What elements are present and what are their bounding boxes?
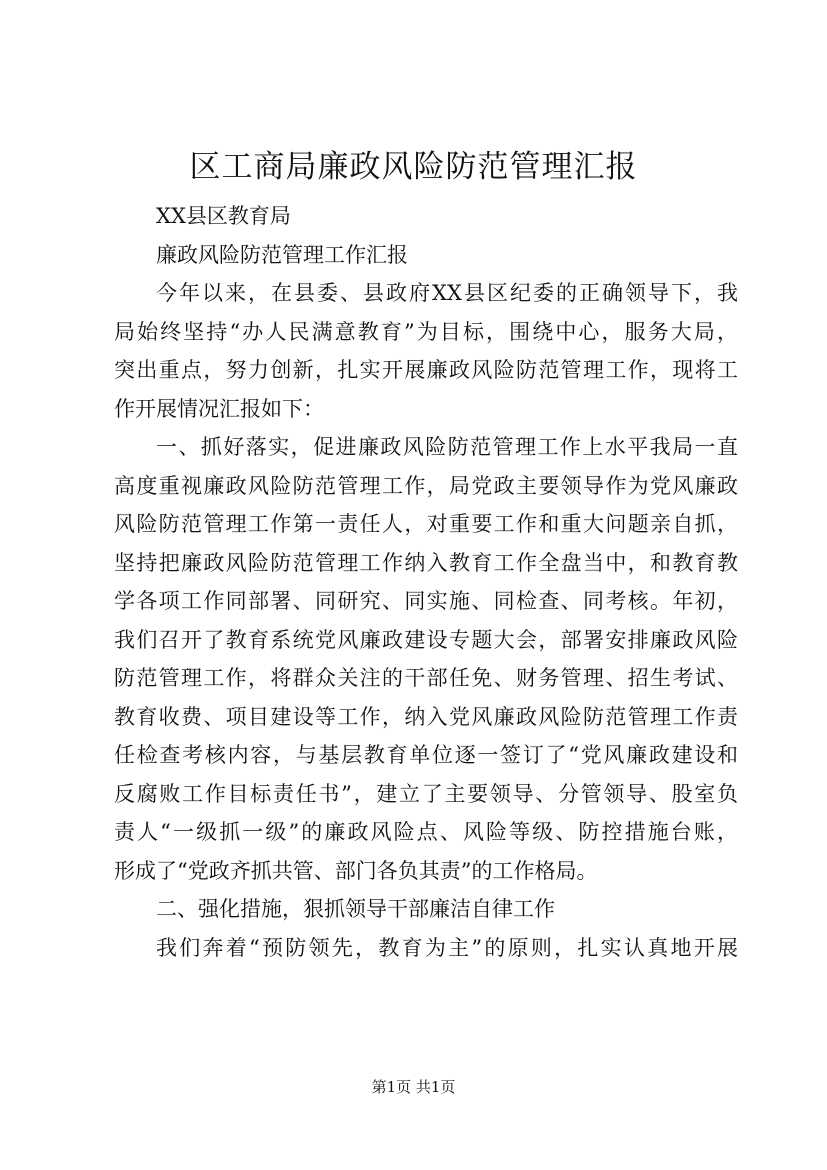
paragraph-line: 突出重点，努力创新，扎实开展廉政风险防范管理工作，现将工 (114, 358, 738, 382)
paragraph-line: 反腐败工作目标责任书”，建立了主要领导、分管领导、股室负 (114, 781, 738, 806)
paragraph-line: 我们奔着“预防领先，教育为主”的原则，扎实认真地开展 (156, 935, 738, 960)
paragraph-line: 形成了“党政齐抓共管、部门各负其责”的工作格局。 (114, 858, 598, 883)
paragraph-line: 教育收费、项目建设等工作，纳入党风廉政风险防范管理工作责 (114, 704, 738, 729)
paragraph-line: 高度重视廉政风险防范管理工作，局党政主要领导作为党风廉政 (114, 473, 738, 498)
org-line: XX县区教育局 (156, 204, 291, 228)
paragraph-line: 风险防范管理工作第一责任人，对重要工作和重大问题亲自抓， (114, 512, 738, 536)
paragraph-line: 局始终坚持“办人民满意教育”为目标，围绕中心，服务大局， (114, 319, 738, 344)
paragraph-line: 学各项工作同部署、同研究、同实施、同检查、同考核。年初， (114, 589, 738, 613)
paragraph-line: 我们召开了教育系统党风廉政建设专题大会，部署安排廉政风险 (114, 627, 738, 652)
section-heading-line: 一、抓好落实，促进廉政风险防范管理工作上水平我局一直 (156, 435, 738, 459)
page-footer: 第1页 共1页 (371, 1078, 456, 1096)
section-heading-line: 二、强化措施，狠抓领导干部廉洁自律工作 (156, 897, 555, 921)
report-subtitle-line: 廉政风险防范管理工作汇报 (156, 242, 408, 267)
paragraph-line: 防范管理工作，将群众关注的干部任免、财务管理、招生考试、 (114, 666, 738, 690)
paragraph-line: 坚持把廉政风险防范管理工作纳入教育工作全盘当中，和教育教 (114, 550, 738, 575)
document-title: 区工商局廉政风险防范管理汇报 (189, 149, 638, 185)
paragraph-line: 作开展情况汇报如下： (114, 396, 324, 421)
paragraph-line: 今年以来，在县委、县政府XX县区纪委的正确领导下，我 (156, 281, 738, 305)
paragraph-line: 责人“一级抓一级”的廉政风险点、风险等级、防控措施台账， (114, 820, 738, 844)
document-body (114, 197, 738, 967)
paragraph-line: 任检查考核内容，与基层教育单位逐一签订了“党风廉政建设和 (114, 743, 738, 767)
